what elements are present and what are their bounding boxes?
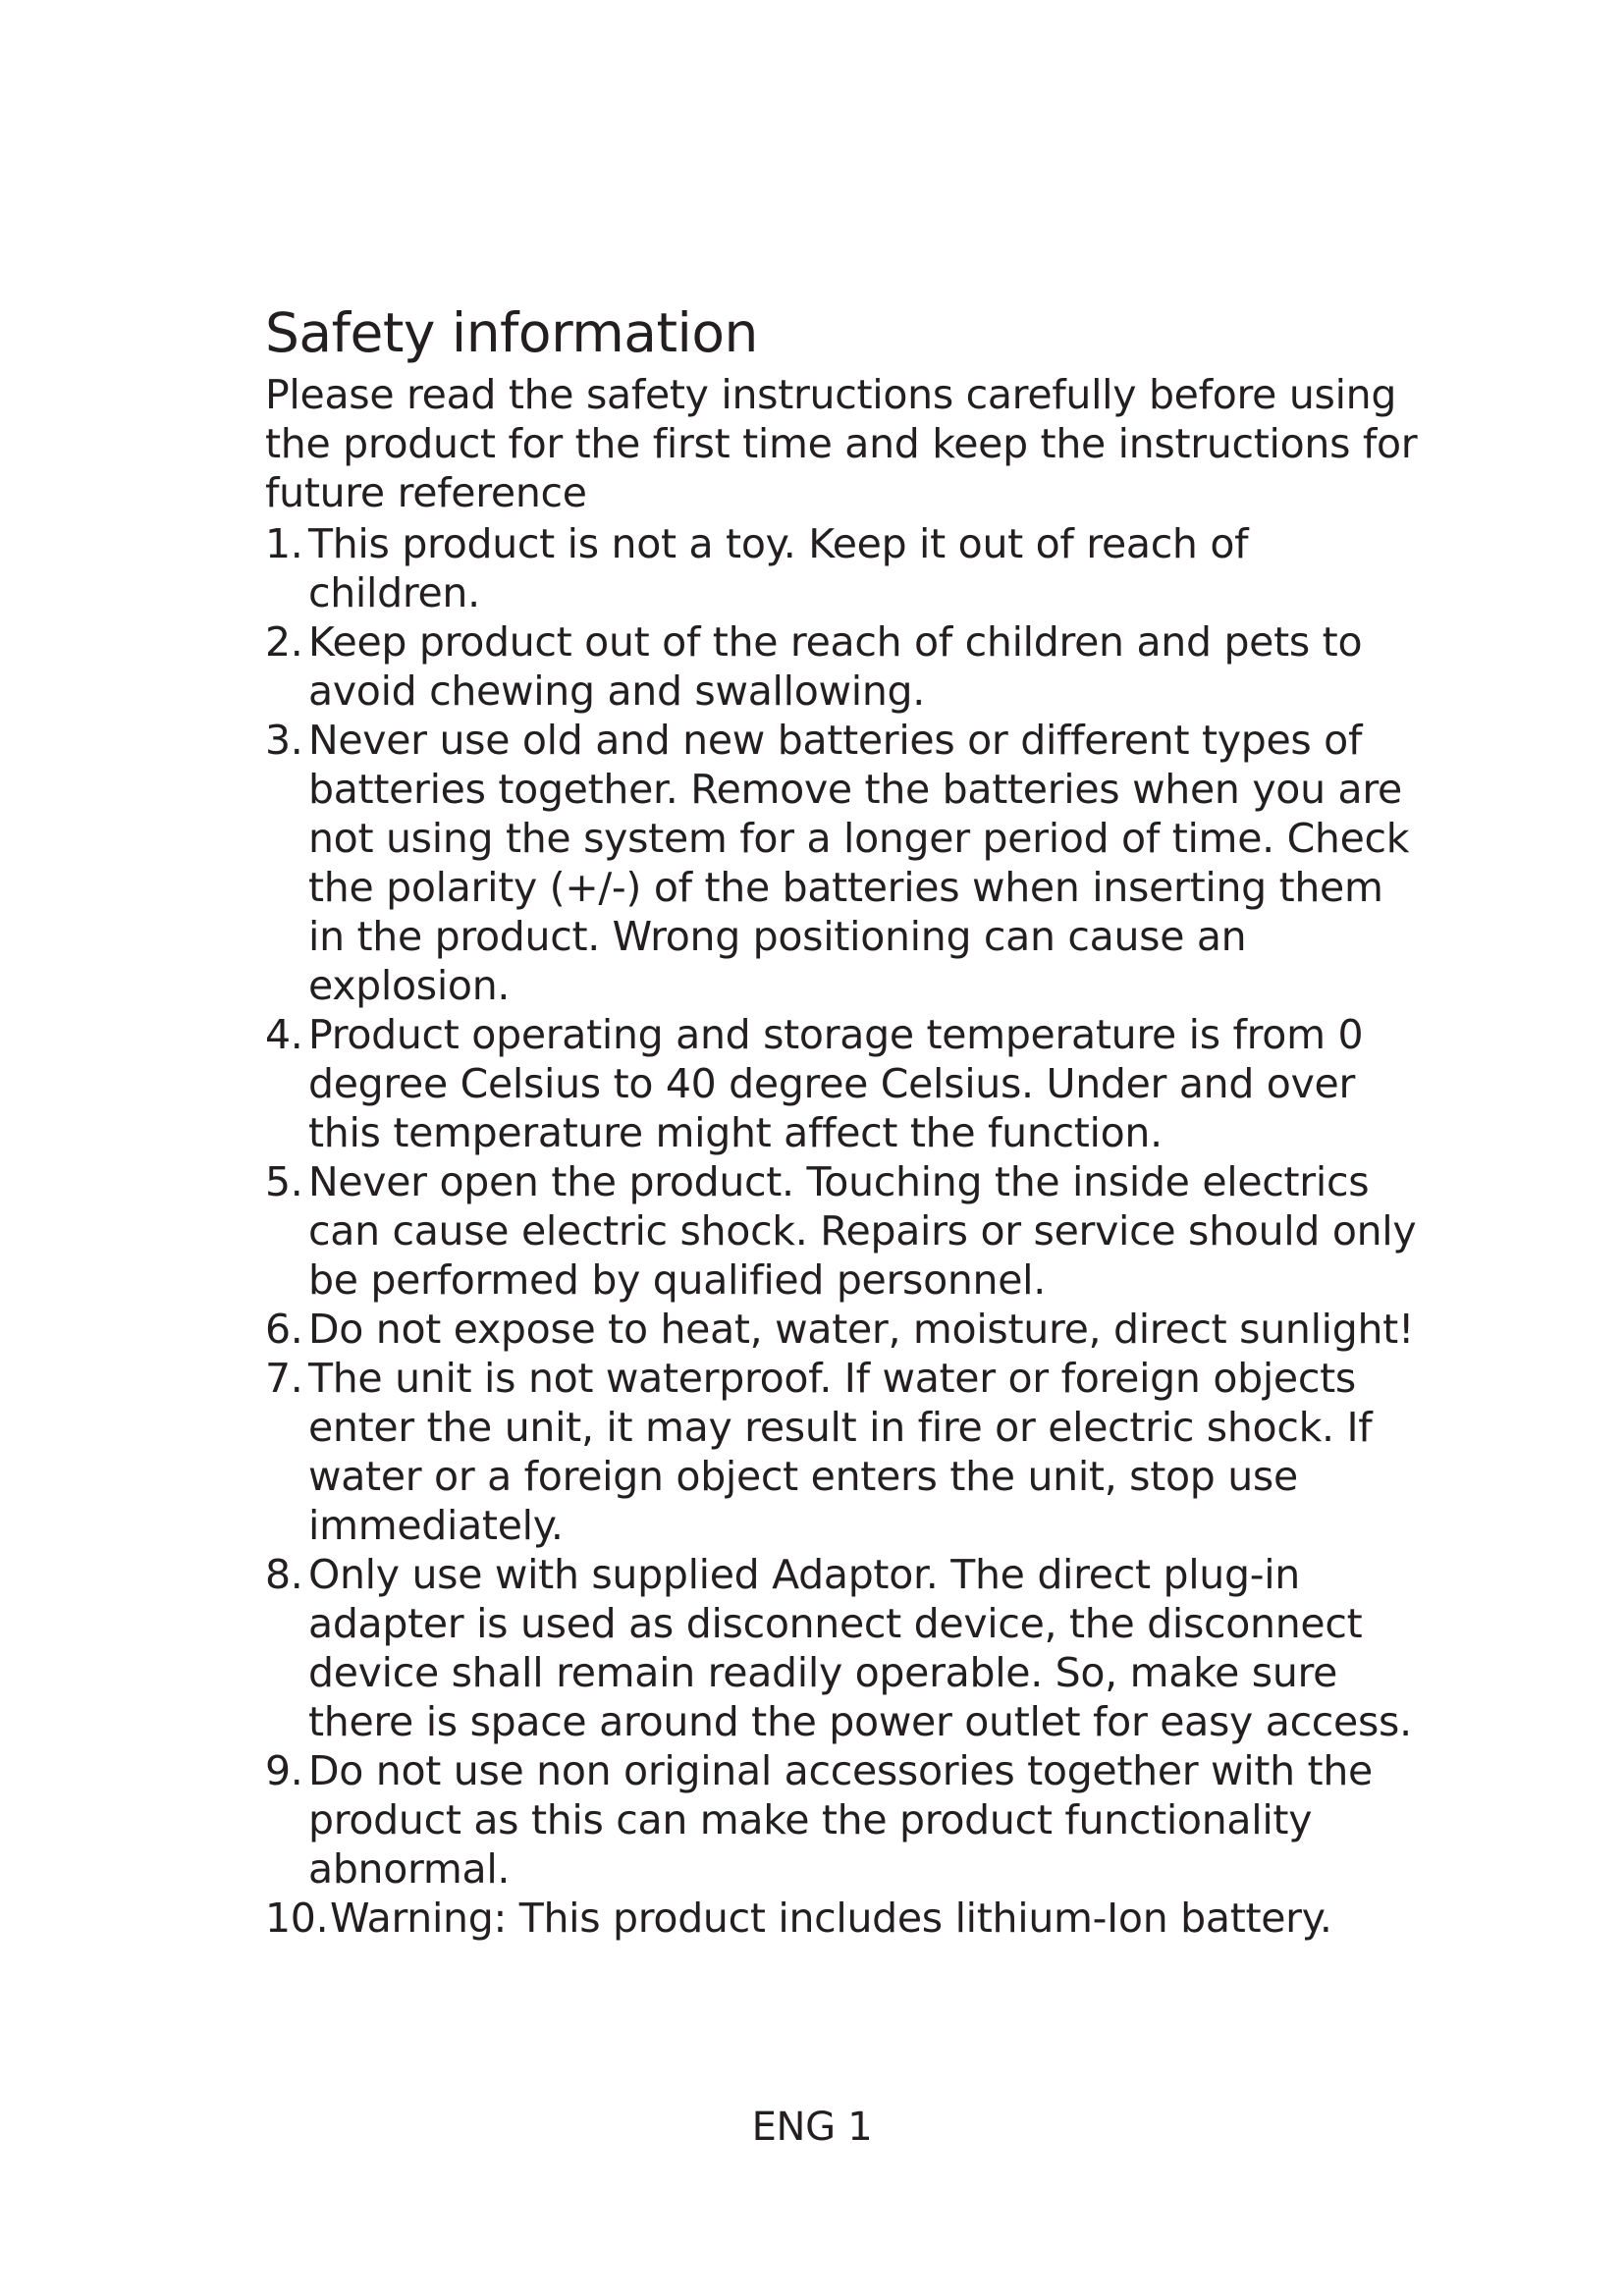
safety-list bbox=[265, 519, 1424, 1943]
page-number: ENG 1 bbox=[751, 2105, 873, 2150]
list-item bbox=[265, 1157, 1424, 1305]
list-item bbox=[265, 716, 1424, 1010]
item-text: Product operating and storage temperature is from 0 degree Celsius to 40 degree Celsius. Under and over this temperature might affect the function. bbox=[308, 1011, 1364, 1156]
list-item bbox=[265, 1550, 1424, 1746]
list-item bbox=[265, 1746, 1424, 1894]
item-text: This product is not a toy. Keep it out of reach of children. bbox=[308, 520, 1249, 616]
item-number: 5. bbox=[265, 1158, 303, 1205]
item-text: Keep product out of the reach of children and pets to avoid chewing and swallowing. bbox=[308, 618, 1363, 715]
list-item bbox=[265, 1010, 1424, 1157]
item-text: Never use old and new batteries or different types of batteries together. Remove the batteries when you are not using the system for a longer period of time. Check the polarity (+/-) of the batteries when inserting them in the product. Wrong positioning can cause an explosion. bbox=[308, 717, 1410, 1009]
item-number: 3. bbox=[265, 717, 303, 764]
item-text: Do not expose to heat, water, moisture, direct sunlight! bbox=[308, 1306, 1415, 1353]
item-number: 9. bbox=[265, 1747, 303, 1794]
item-number: 6. bbox=[265, 1306, 303, 1353]
item-number: 1. bbox=[265, 520, 303, 567]
list-item bbox=[265, 1354, 1424, 1550]
item-text: The unit is not waterproof. If water or foreign objects enter the unit, it may result in fire or electric shock. If water or a foreign object enters the unit, stop use immediately. bbox=[308, 1355, 1373, 1549]
item-number: 2. bbox=[265, 618, 303, 666]
item-text: Warning: This product includes lithium-Ion battery. bbox=[330, 1895, 1332, 1942]
list-item bbox=[265, 617, 1424, 716]
list-item bbox=[265, 1305, 1424, 1354]
item-text: Never open the product. Touching the inside electrics can cause electric shock. Repairs or service should only be performed by qualified personnel. bbox=[308, 1158, 1417, 1304]
list-item bbox=[265, 1894, 1424, 1943]
page-title: Safety information bbox=[265, 301, 758, 364]
item-text: Do not use non original accessories together with the product as this can make the product functionality abnormal. bbox=[308, 1747, 1373, 1893]
item-number: 8. bbox=[265, 1551, 303, 1598]
safety-page bbox=[265, 299, 1424, 1943]
item-number: 10. bbox=[265, 1895, 329, 1942]
item-text: Only use with supplied Adaptor. The direct plug-in adapter is used as disconnect device, the disconnect device shall remain readily operable. So, make sure there is space around the power outlet for easy access. bbox=[308, 1551, 1412, 1745]
intro-paragraph: Please read the safety instructions carefully before using the product for the first time and keep the instructions for future reference bbox=[265, 371, 1418, 516]
list-item bbox=[265, 519, 1424, 617]
item-number: 4. bbox=[265, 1011, 303, 1058]
item-number: 7. bbox=[265, 1355, 303, 1402]
